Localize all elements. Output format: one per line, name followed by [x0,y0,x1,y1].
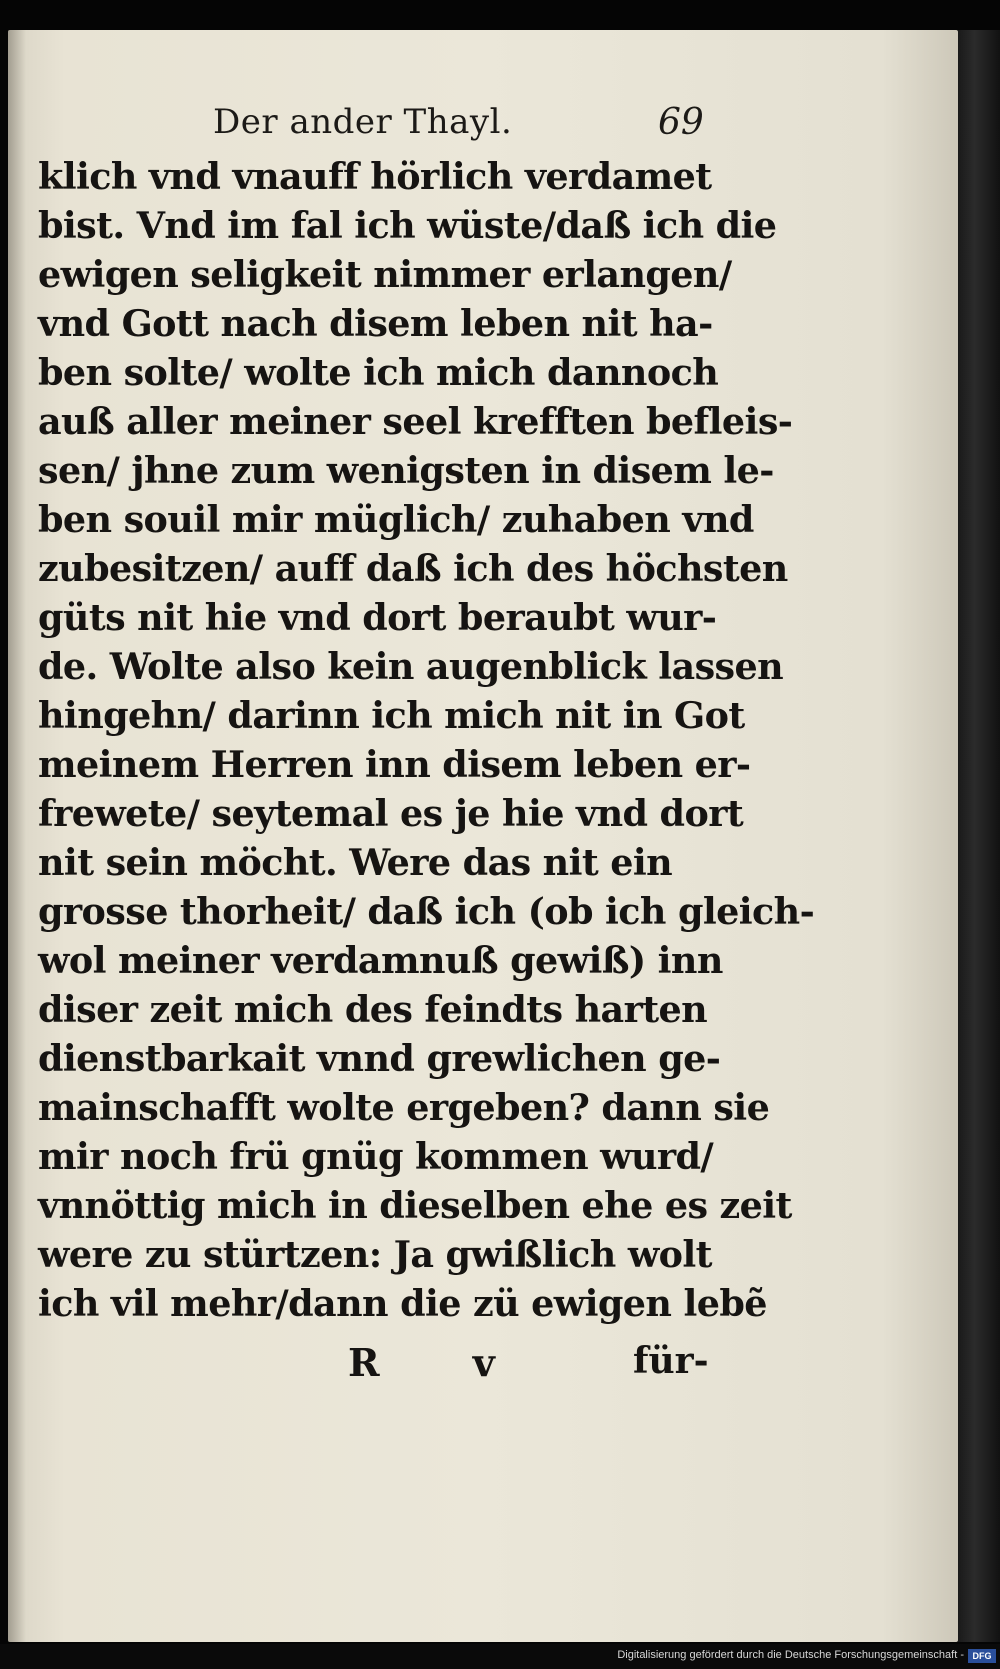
scan-background-edge [958,30,1000,1642]
text-line: mir noch frü gnüg kommen wurd/ [38,1135,714,1178]
text-line: meinem Herren inn disem leben er- [38,743,751,786]
text-line: bist. Vnd im fal ich wüste/daß ich die [38,204,777,247]
text-line: de. Wolte also kein augenblick lassen [38,645,784,688]
text-line: sen/ jhne zum wenigsten in disem le- [38,449,774,492]
page-number: 69 [658,102,704,143]
text-line: vnnöttig mich in dieselben ehe es zeit [38,1184,792,1227]
gutter-shadow [8,30,26,1642]
text-line: mainschafft wolte ergeben? dann sie [38,1086,770,1129]
dfg-logo-icon: DFG [968,1649,996,1663]
text-line: ben solte/ wolte ich mich dannoch [38,351,719,394]
text-line: güts nit hie vnd dort beraubt wur- [38,596,717,639]
catchword: für- [633,1340,709,1382]
text-line: were zu stürtzen: Ja gwißlich wolt [38,1233,712,1276]
text-line: nit sein möcht. Were das nit ein [38,841,673,884]
text-line: ich vil mehr/dann die zü ewigen lebẽ [38,1282,767,1325]
signature-mark: R v [348,1340,535,1385]
footer-bar [0,1644,1000,1669]
running-head [8,102,958,152]
text-line: vnd Gott nach disem leben nit ha- [38,302,713,345]
running-title: Der ander Thayl. [213,102,513,142]
text-line: ben souil mir müglich/ zuhaben vnd [38,498,754,541]
text-line: klich vnd vnauff hörlich verdamet [38,155,712,198]
book-page [8,30,958,1642]
text-line: hingehn/ darinn ich mich nit in Got [38,694,745,737]
catchline [38,1340,728,1390]
text-line: diser zeit mich des feindts harten [38,988,708,1031]
text-line: auß aller meiner seel krefften befleis- [38,400,793,443]
text-line: wol meiner verdamnuß gewiß) inn [38,939,723,982]
text-line: frewete/ seytemal es je hie vnd dort [38,792,744,835]
text-line: grosse thorheit/ daß ich (ob ich gleich- [38,890,815,933]
body-text [38,152,815,1328]
text-line: zubesitzen/ auff daß ich des höchsten [38,547,788,590]
text-line: ewigen seligkeit nimmer erlangen/ [38,253,732,296]
text-line: dienstbarkait vnnd grewlichen ge- [38,1037,721,1080]
digitization-credit: Digitalisierung gefördert durch die Deutsche Forschungsgemeinschaft - [617,1649,964,1661]
